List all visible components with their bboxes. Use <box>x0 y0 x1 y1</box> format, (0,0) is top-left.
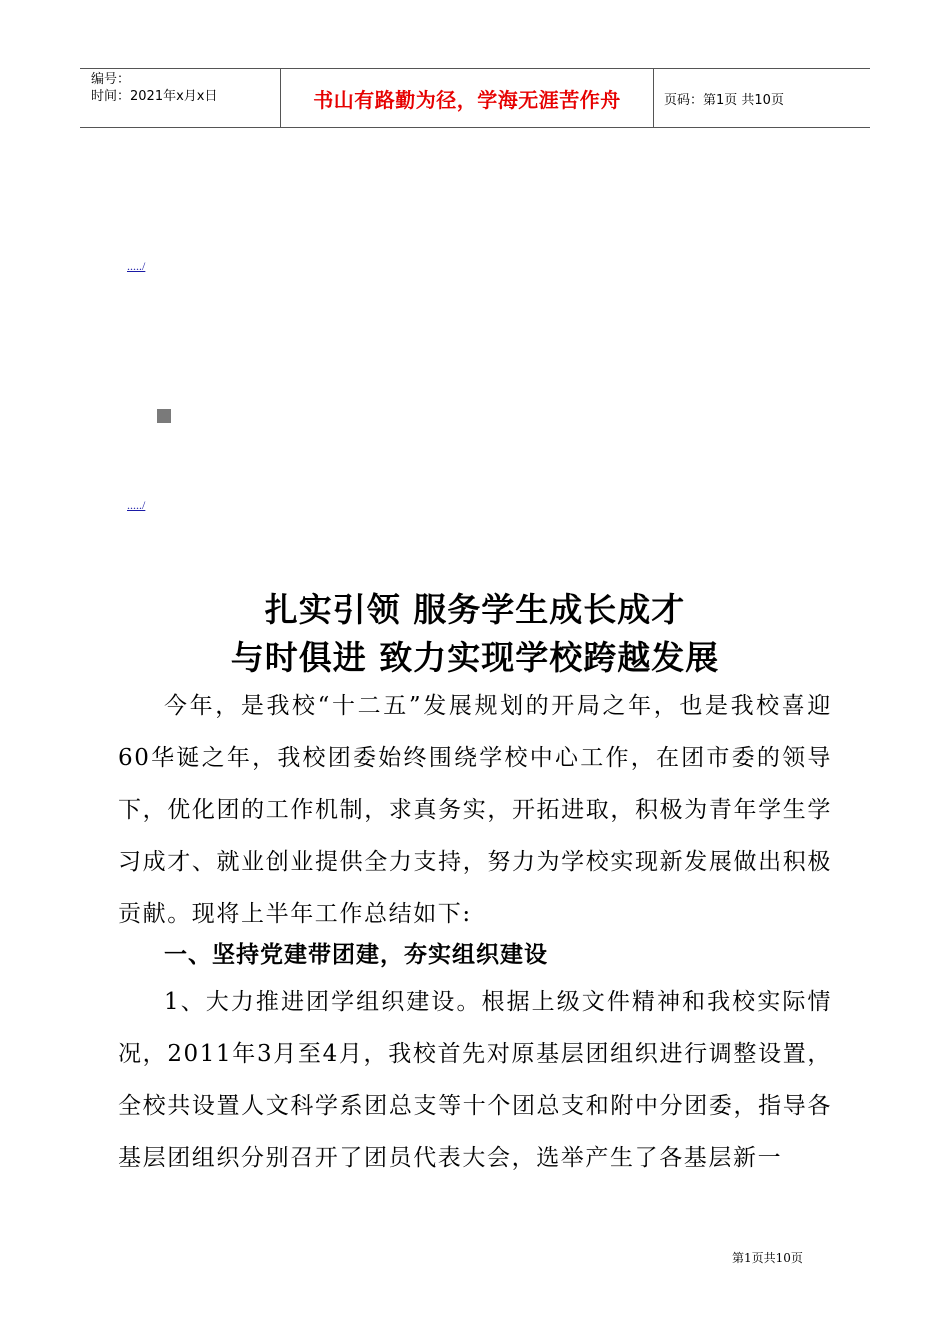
intro-paragraph: 今年，是我校“十二五”发展规划的开局之年，也是我校喜迎60华诞之年，我校团委始终围绕学校中心工作，在团市委的领导下，优化团的工作机制，求真务实，开拓进取，积极为青年学生学习成才、就业创业提供全力支持，努力为学校实现新发展做出积极贡献。现将上半年工作总结如下: <box>118 693 832 927</box>
document-title-line2: 与时俱进 致力实现学校跨越发展 <box>230 638 720 677</box>
header-time-label: 时间：2021年x月x日 <box>91 89 218 104</box>
document-header <box>80 68 870 128</box>
section-heading-1: 一、坚持党建带团建，夯实组织建设 <box>164 942 548 968</box>
image-placeholder-icon <box>157 409 171 423</box>
top-link[interactable]: ...../ <box>127 259 146 273</box>
header-meta <box>80 69 281 127</box>
header-page-info: 页码：第1页 共10页 <box>664 92 784 108</box>
bottom-link[interactable]: ...../ <box>127 498 146 512</box>
section1-paragraph: 1、大力推进团学组织建设。根据上级文件精神和我校实际情况，2011年3月至4月，我校首先对原基层团组织进行调整设置，全校共设置人文科学系团总支等十个团总支和附中分团委，指导各基层团组织分别召开了团员代表大会，选举产生了各基层新一 <box>118 989 832 1171</box>
document-title-line1: 扎实引领 服务学生成长成才 <box>264 590 686 629</box>
header-motto: 书山有路勤为径，学海无涯苦作舟 <box>281 69 654 127</box>
header-number-label: 编号： <box>91 72 131 87</box>
footer-page-number: 第1页共10页 <box>732 1251 803 1265</box>
